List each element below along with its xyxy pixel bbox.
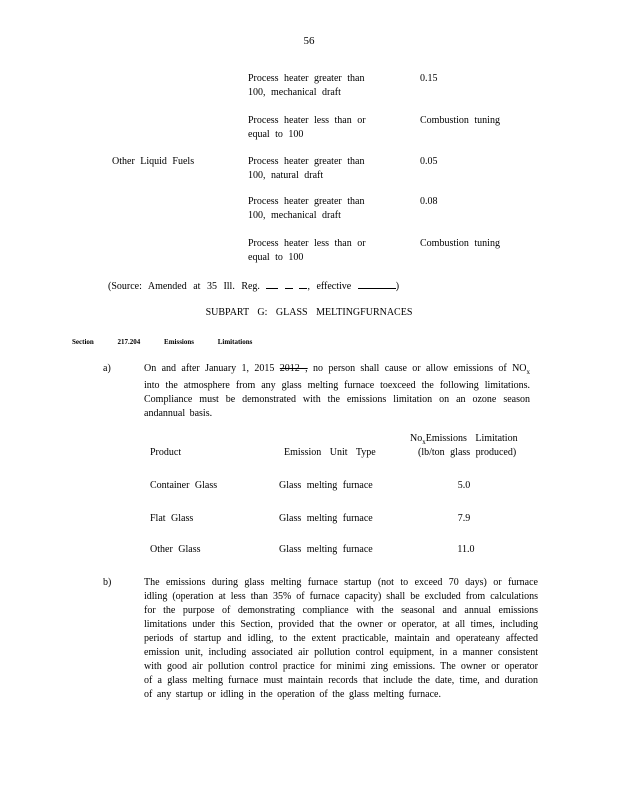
paragraph-a-text: On and after January 1, 2015 xyxy=(144,363,280,374)
header-product: Product xyxy=(150,447,182,458)
table-row-process: Process heater greater than 100, mechanical draft xyxy=(248,196,365,221)
table-row-unit-type: Glass melting furnace xyxy=(279,544,373,555)
blank-field xyxy=(285,279,293,289)
paragraph-a xyxy=(144,362,530,421)
table-row-limit: 0.15 xyxy=(420,73,438,84)
paragraph-b-label: b) xyxy=(103,577,112,588)
page-number: 56 xyxy=(303,35,315,47)
blank-field xyxy=(358,279,396,289)
header-unit-type: Emission Unit Type xyxy=(284,447,376,458)
table-row-limit: Combustion tuning xyxy=(420,115,500,126)
section-title: Emissions Limitations xyxy=(164,338,253,346)
paragraph-a-label: a) xyxy=(103,363,111,374)
section-number: Section 217.204 xyxy=(72,338,141,346)
table-row-product: Other Glass xyxy=(150,544,201,555)
header-limit-units: (lb/ton glass produced) xyxy=(418,447,517,458)
source-text: Amended at 35 Ill. Reg. xyxy=(147,281,260,292)
subscript: x xyxy=(526,368,531,376)
table-row-process: Process heater greater than 100, natural draft xyxy=(248,156,365,181)
table-row-limit: 0.05 xyxy=(420,156,438,167)
subscript: x xyxy=(422,438,426,446)
source-effective: , effective xyxy=(307,281,352,292)
source-close: ) xyxy=(395,281,400,292)
table-row-process: Process heater greater than 100, mechanical draft xyxy=(248,73,365,98)
table-row-unit-type: Glass melting furnace xyxy=(279,480,373,491)
table-row-unit-type: Glass melting furnace xyxy=(279,513,373,524)
paragraph-a-text: into the atmosphere from any glass melting furnace toexceed the following limitations. Compliance must be demonstrated with the emissions limitation on an ozone season andannual basis. xyxy=(144,380,530,419)
paragraph-a-text: no person shall cause or allow emissions of NO xyxy=(307,363,527,374)
table-row-fuel: Other Liquid Fuels xyxy=(112,156,195,167)
table-row-process: Process heater less than or equal to 100 xyxy=(248,115,366,140)
table-row-limit: 11.0 xyxy=(457,544,475,555)
table-row-limit: 0.08 xyxy=(420,196,438,207)
header-limit-prefix: No xyxy=(410,433,423,444)
table-row-limit: 5.0 xyxy=(457,480,471,491)
table-row-process: Process heater less than or equal to 100 xyxy=(248,238,366,263)
table-row-product: Flat Glass xyxy=(150,513,194,524)
table-row-limit: 7.9 xyxy=(457,513,471,524)
source-prefix: (Source: xyxy=(108,281,142,292)
paragraph-b: The emissions during glass melting furnace startup (not to exceed 70 days) or furnace idling (operation at less than 35% of furnace capacity) shall be excluded from calculations for the purpose of demonstrating compliance with the seasonal and annual emissions limitations under this Section, provided that the owner or operator, at all times, including periods of startup and idling, to the extent practicable, maintain and operateany affected emission unit, including associated air pollution control equipment, in a manner consistent with good air pollution control practice for minimi zing emissions. The owner or operator of a glass melting furnace must maintain records that include the date, time, and duration of any startup or idling in the operation of the glass melting furnace. xyxy=(144,577,538,700)
table-row-limit: Combustion tuning xyxy=(420,238,500,249)
blank-field xyxy=(266,279,278,289)
source-note xyxy=(108,279,399,294)
struck-text: 2012 , xyxy=(279,363,308,374)
header-limit-rest: Emissions Limitation xyxy=(425,433,518,444)
section-heading xyxy=(72,335,252,349)
table-row-product: Container Glass xyxy=(150,480,218,491)
subpart-title: SUBPART G: GLASS MELTINGFURNACES xyxy=(205,307,413,318)
